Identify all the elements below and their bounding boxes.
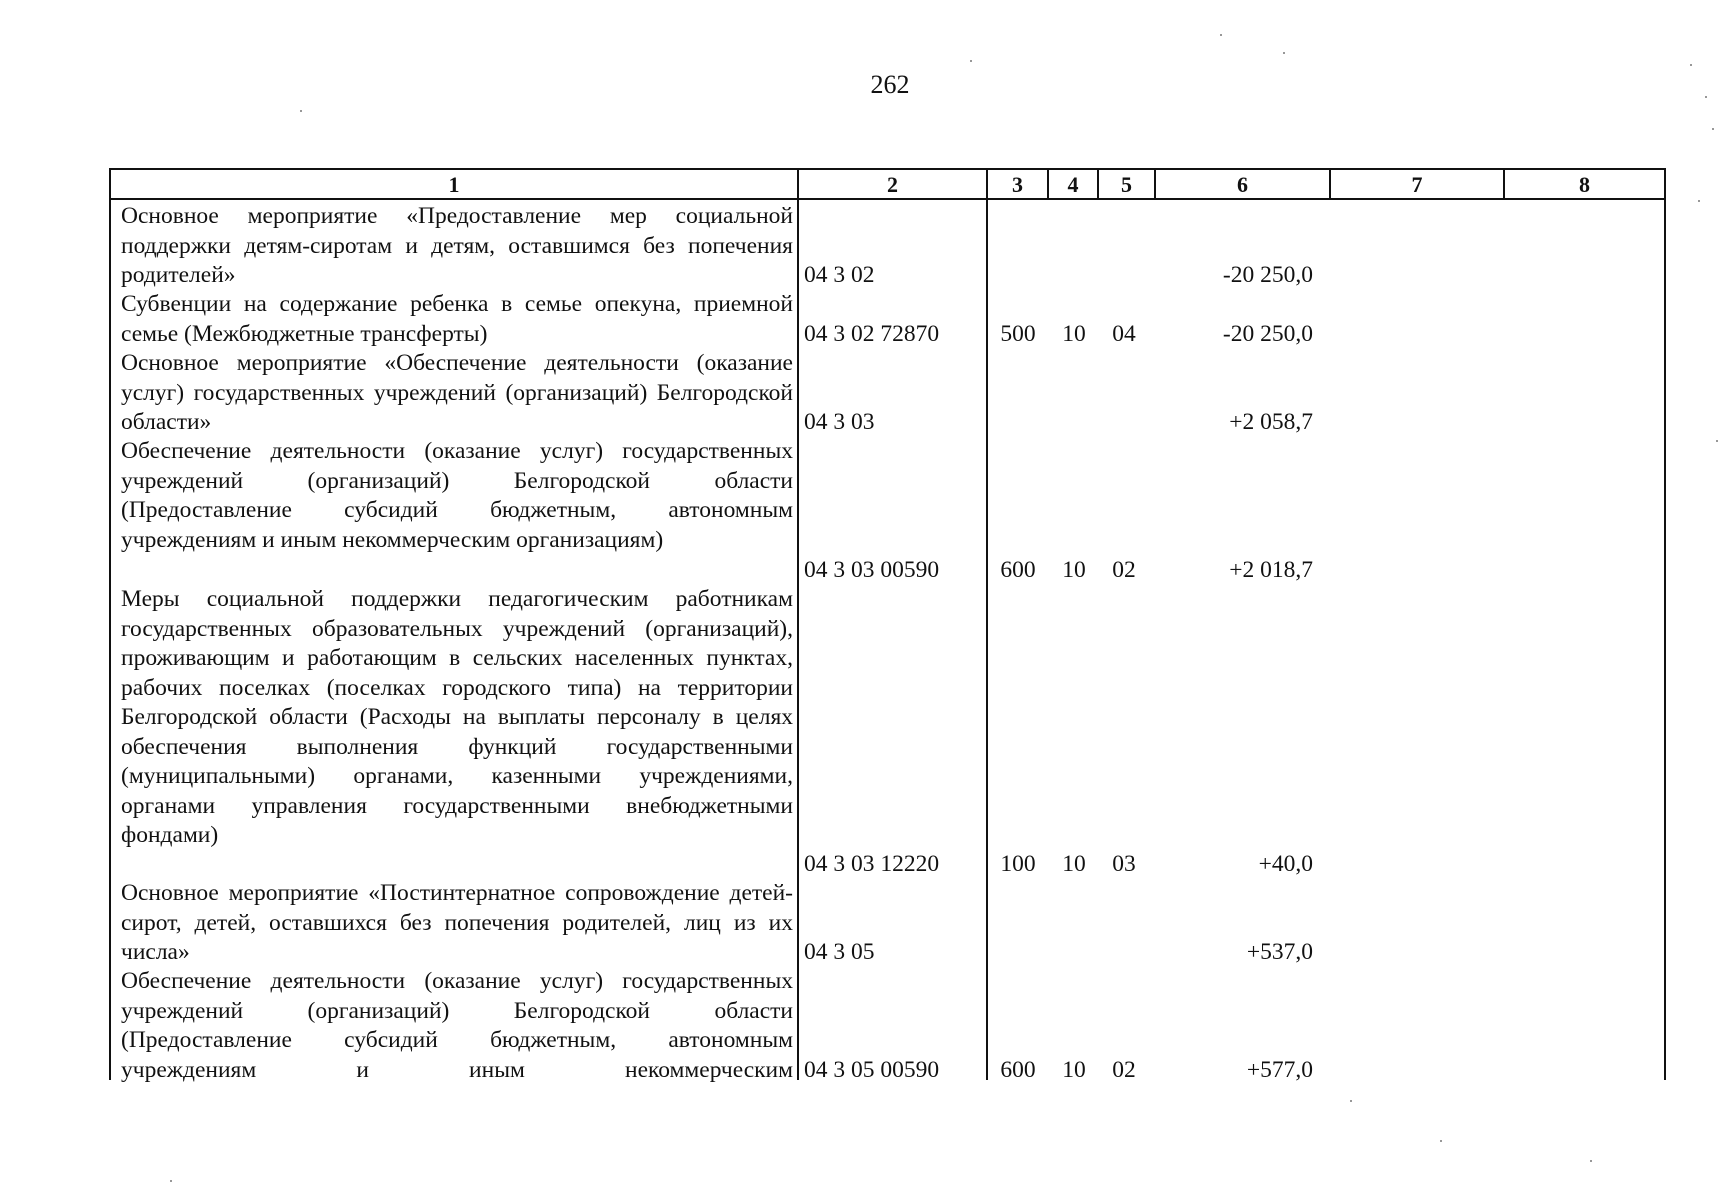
row-amount: +2 018,7	[1229, 556, 1313, 583]
row-expense-type: 500	[1000, 320, 1036, 347]
row-subsection: 02	[1112, 1056, 1136, 1083]
row-description: Обеспечение деятельности (оказание услуг) государственных учреждений (организаций) Белгородской области (Предоставление субсидий бюджетным, автономным учреждениям и иным некоммерческим	[121, 968, 793, 1083]
row-code: 04 3 05	[804, 938, 875, 965]
row-description: Основное мероприятие «Обеспечение деятельности (оказание услуг) государственных учреждений (организаций) Белгородской области»	[121, 350, 793, 435]
header-col-1: 1	[111, 170, 799, 198]
header-col-4: 4	[1049, 170, 1099, 198]
row-code: 04 3 03	[804, 408, 875, 435]
table-row	[111, 879, 1664, 967]
table-row	[111, 290, 1664, 349]
table-row	[111, 967, 1664, 1085]
scan-speck	[1690, 64, 1692, 66]
row-description: Основное мероприятие «Постинтернатное сопровождение детей-сирот, детей, оставшихся без попечения родителей, лиц из их числа»	[121, 880, 793, 965]
row-description: Субвенции на содержание ребенка в семье опекуна, приемной семье (Межбюджетные трансферты)	[121, 291, 793, 347]
table-row	[111, 202, 1664, 290]
header-col-3: 3	[988, 170, 1049, 198]
row-expense-type: 100	[1000, 850, 1036, 877]
scan-speck	[1590, 1160, 1592, 1162]
row-subsection: 04	[1112, 320, 1136, 347]
row-section: 10	[1062, 320, 1086, 347]
row-amount: +2 058,7	[1229, 408, 1313, 435]
row-amount: -20 250,0	[1222, 261, 1313, 288]
budget-table	[109, 168, 1666, 1083]
row-amount: -20 250,0	[1222, 320, 1313, 347]
row-expense-type: 600	[1000, 1056, 1036, 1083]
scan-speck	[1283, 52, 1285, 54]
row-section: 10	[1062, 556, 1086, 583]
row-amount: +577,0	[1246, 1056, 1313, 1083]
page-number: 262	[870, 70, 910, 99]
header-col-2: 2	[799, 170, 988, 198]
table-row	[111, 349, 1664, 437]
row-code: 04 3 02 72870	[804, 320, 940, 347]
header-col-6: 6	[1156, 170, 1331, 198]
scan-speck	[1705, 96, 1707, 98]
row-description: Обеспечение деятельности (оказание услуг) государственных учреждений (организаций) Белгородской области (Предоставление субсидий бюджетным, автономным учреждениям и иным некоммерческим организациям)	[121, 438, 793, 553]
header-col-8: 8	[1579, 172, 1590, 197]
row-expense-type: 600	[1000, 556, 1036, 583]
scan-speck	[1440, 1140, 1442, 1142]
row-section: 10	[1062, 1056, 1086, 1083]
table-row	[111, 585, 1664, 879]
scan-speck	[1698, 200, 1700, 202]
scan-speck	[1220, 34, 1222, 36]
row-amount: +537,0	[1246, 938, 1313, 965]
row-description: Меры социальной поддержки педагогическим работникам государственных образовательных учреждений (организаций), проживающим и работающим в сельских населенных пунктах, рабочих поселках (поселках городского типа) на территории Белгородской области (Расходы на выплаты персоналу в целях обеспечения выполнения функций государственными (муниципальными) органами, казенными учреждениями, органами управления государственными внебюджетными фондами)	[121, 586, 793, 848]
row-code: 04 3 05 00590	[804, 1056, 940, 1083]
row-section: 10	[1062, 850, 1086, 877]
header-col-5: 5	[1099, 170, 1156, 198]
scan-speck	[970, 60, 972, 62]
row-subsection: 02	[1112, 556, 1136, 583]
scan-speck	[1716, 440, 1718, 442]
scan-speck	[1712, 128, 1714, 130]
scan-speck	[300, 110, 302, 112]
table-row	[111, 437, 1664, 585]
row-code: 04 3 02	[804, 261, 875, 288]
row-amount: +40,0	[1258, 850, 1313, 877]
row-description: Основное мероприятие «Предоставление мер социальной поддержки детям-сиротам и детям, оставшимся без попечения родителей»	[121, 203, 793, 288]
row-code: 04 3 03 00590	[804, 556, 940, 583]
scan-speck	[170, 1180, 172, 1182]
scan-speck	[1350, 1100, 1352, 1102]
row-subsection: 03	[1112, 850, 1136, 877]
header-col-7: 7	[1331, 170, 1505, 198]
table-header-row	[111, 170, 1664, 200]
row-code: 04 3 03 12220	[804, 850, 940, 877]
